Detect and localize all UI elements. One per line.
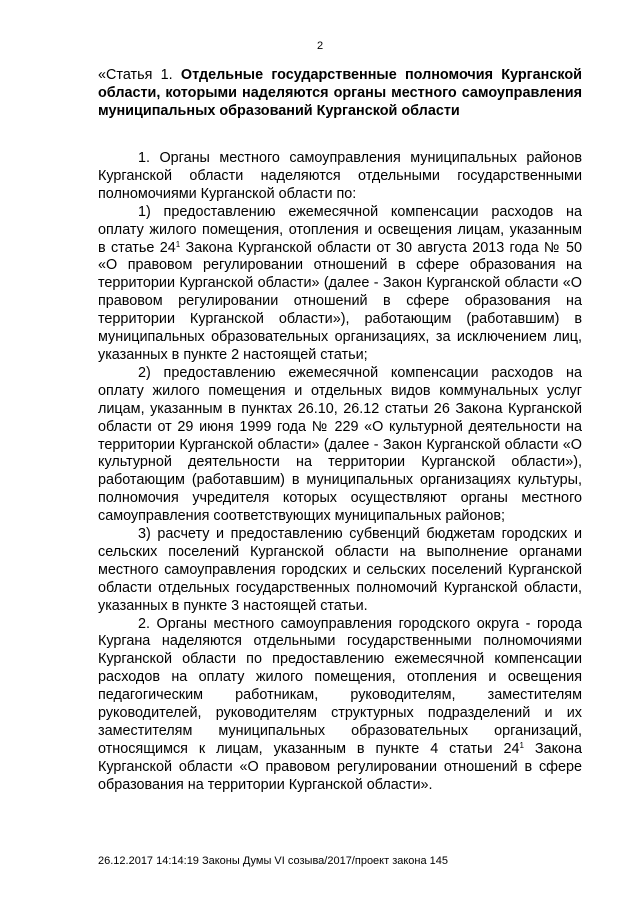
paragraph-1-item-2: 2) предоставлению ежемесячной компенсации расходов на оплату жилого помещения и отдельных видов коммунальных услуг лицам, указанным в пунктах 26.10, 26.12 статьи 26 Закона Курганской области от 29 июня 1999 года № 229 «О культурной деятельности на территории Курганской области» (далее - Закон Курганской области «О культурной деятельности на территории Курганской области»), работающим (работавшим) в муниципальных организациях культуры, полномочия учредителя которых осуществляют органы местного самоуправления соответствующих муниципальных районов; [98,364,582,525]
paragraph-2-part-b: Закона Курганской области «О правовом регулировании отношений в сфере образования на территории Курганской области». [98,740,582,793]
article-text [98,150,582,795]
paragraph-1: 1. Органы местного самоуправления муниципальных районов Курганской области наделяются отдельными государственными полномочиями Курганской области по: [98,150,582,202]
item-1-part-b: Закона Курганской области от 30 августа 2013 года № 50 «О правовом регулировании отношений в сфере образования на территории Курганской области» (далее - Закон Курганской области «О правовом регулировании отношений в сфере образования на территории Курганской области»), работающим (работавшим) в муниципальных образовательных организациях, за исключением лиц, указанных в пункте 2 настоящей статьи; [98,239,582,363]
footer-path: 26.12.2017 14:14:19 Законы Думы VI созыва/2017/проект закона 145 [98,855,449,867]
article-heading-lead: «Статья 1. [98,67,181,83]
item-1-part-a: 1) предоставлению ежемесячной компенсации расходов на оплату жилого помещения, отопления и освещения лицам, указанным в статье 24 [98,203,582,256]
document-body [98,66,582,795]
article-heading [98,66,582,120]
superscript-2: 1 [519,740,524,750]
paragraph-2-part-a: 2. Органы местного самоуправления городского округа - города Кургана наделяются отдельными государственными полномочиями Курганской области по предоставлению ежемесячной компенсации расходов на оплату жилого помещения, отопления и освещения педагогическим работникам, руководителям, заместителям руководителей, руководителям структурных подразделений и их заместителям муниципальных образовательных организаций, относящимся к лицам, указанным в пункте 4 статьи 24 [98,615,582,757]
paragraph-1-item-1 [98,204,582,365]
page-number: 2 [316,40,324,52]
paragraph-2 [98,616,582,795]
superscript-1: 1 [175,239,181,249]
paragraph-1-item-3: 3) расчету и предоставлению субвенций бюджетам городских и сельских поселений Курганской области на выполнение органами местного самоуправления городских и сельских поселений Курганской области отдельных государственных полномочий Курганской области, указанных в пункте 3 настоящей статьи. [98,526,582,614]
article-heading-title: Отдельные государственные полномочия Курганской области, которыми наделяются органы местного самоуправления муниципальных образований Курганской области [98,67,582,119]
